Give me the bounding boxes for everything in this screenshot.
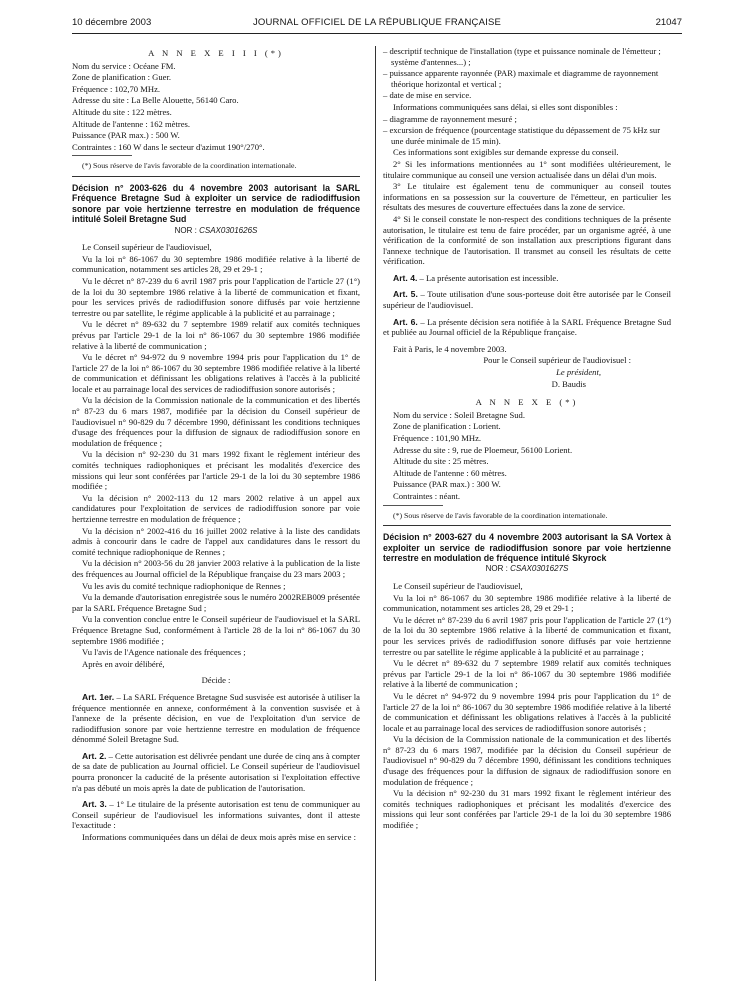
annexe-line: Fréquence : 101,90 MHz. (393, 433, 482, 443)
body-paragraph: Vu la demande d'autorisation enregistrée sous le numéro 2002REB009 présentée par la SARL Fréquence Bretagne Sud ; (72, 592, 360, 613)
article-text: – La présente décision sera notifiée à la SARL Fréquence Bretagne Sud et publiée au Journal officiel de la République française. (383, 316, 671, 338)
body-paragraph: Vu l'avis de l'Agence nationale des fréquences ; (82, 647, 246, 658)
body-paragraph: Vu les avis du comité technique radiophonique de Rennes ; (82, 580, 286, 591)
body-paragraph: Vu la décision n° 2003-56 du 28 janvier 2003 relative à la publication de la liste des fréquences au Journal officiel de la République française du 23 mars 2003 ; (72, 558, 360, 579)
annexe-footnote: (*) Sous réserve de l'avis favorable de la coordination internationale. (393, 510, 608, 520)
body-paragraph: Vu le décret n° 89-632 du 7 septembre 1989 relatif aux comités techniques prévus par l'article 29-1 de la loi n° 86-1067 du 30 septembre 1986 modifiée relative à la liberté de communication ; (72, 319, 360, 351)
annexe-line: Zone de planification : Lorient. (393, 421, 501, 432)
list-item: – descriptif technique de l'installation (type et puissance nominale de l'émetteur ; système d'antennes...) ; (383, 46, 661, 67)
article-6 (383, 317, 671, 338)
body-paragraph: Vu la décision n° 2002-113 du 12 mars 2002 relative à un appel aux candidatures pour l'exploitation de services de radiodiffusion sonore par voie hertzienne terrestre en modulation de fréquence ; (72, 492, 360, 524)
annexe-line: Contraintes : 160 W dans le secteur d'azimut 190°/270°. (72, 141, 265, 152)
decide-heading: Décide : (201, 675, 231, 686)
annexe-line: Fréquence : 102,70 MHz. (72, 83, 161, 94)
left-column (72, 46, 360, 844)
nor-label: NOR : (485, 564, 508, 574)
signoff-council: Pour le Conseil supérieur de l'audiovisuel : (483, 355, 631, 366)
article-text: – La présente autorisation est incessible. (417, 272, 559, 283)
body-paragraph: 3° Le titulaire est également tenu de communiquer au conseil toutes informations en sa possession sur la couverture de l'émetteur, en particulier les résultats des mesures de couverture effectuées dans la zone de service. (383, 181, 671, 213)
annexe-line: Adresse du site : La Belle Alouette, 56140 Caro. (72, 95, 239, 106)
issue-date: 10 décembre 2003 (72, 17, 152, 28)
page-number: 21047 (655, 17, 682, 28)
body-paragraph: 4° Si le conseil constate le non-respect des conditions techniques de la présente autorisation, le titulaire est tenu de faire procéder, par un organisme agréé, à une vérification de la conformité de son installation aux prescriptions figurant dans l'annexe technique de l'autorisation. Il transmet au conseil les résultats de cette vérification. (383, 213, 671, 267)
annexe-line: Altitude du site : 25 mètres. (393, 456, 489, 467)
body-paragraph: Vu la décision de la Commission nationale de la communication et des libertés n° 87-23 du 6 mars 1987, modifiée par la décision du Conseil supérieur de l'audiovisuel n° 90-829 du 7 décembre 1990, définissant les conditions techniques d'usage des fréquences pour la diffusion de signaux de radiodiffusion sonore en modulation de fréquence ; (72, 395, 360, 448)
annexe-line: Nom du service : Soleil Bretagne Sud. (393, 409, 525, 420)
article-label: Art. 6. (393, 316, 418, 327)
annexe-details (383, 410, 671, 502)
body-paragraph: Vu la décision n° 92-230 du 31 mars 1992 fixant le règlement intérieur des comités techniques radiophoniques et précisant les modalités d'exercice des missions qui leur sont conférées par l'article 29-1 de la loi du 30 septembre 1986 modifiée ; (383, 788, 671, 831)
nor-label: NOR : (174, 225, 197, 235)
body-paragraph: Vu la décision n° 92-230 du 31 mars 1992 fixant le règlement intérieur des comités techniques radiophoniques et précisant les modalités d'exercice des missions qui leur sont conférées par l'article 29-1 de la loi du 30 septembre 1986 modifiée ; (72, 449, 360, 492)
body-paragraph: Le Conseil supérieur de l'audiovisuel, (82, 242, 212, 253)
section-separator (72, 176, 360, 177)
body-paragraph: Vu la décision de la Commission nationale de la communication et des libertés n° 87-23 du 6 mars 1987, modifiée par la décision du Conseil supérieur de l'audiovisuel n° 90-829 du 7 décembre 1990, définissant les conditions techniques d'usage des fréquences pour la diffusion de signaux de radiodiffusion sonore en modulation de fréquence ; (383, 734, 671, 787)
body-paragraph: Le Conseil supérieur de l'audiovisuel, (393, 580, 523, 591)
article-text: – Cette autorisation est délivrée pendant une durée de cinq ans à compter de sa date de publication au Journal officiel. Le Conseil supérieur de l'audiovisuel pourra prononcer la caducité de la présente autorisation si l'exploitation effective n'a pas débuté un mois après la date de publication de l'autorisation. (72, 750, 360, 793)
body-paragraph: 2° Si les informations mentionnées au 1° sont modifiées ultérieurement, le titulaire communique au conseil une version actualisée dans un délai d'un mois. (383, 158, 671, 180)
article-text: – 1° Le titulaire de la présente autorisation est tenu de communiquer au Conseil supérieur de l'audiovisuel les informations suivantes, dont il atteste l'exactitude : (72, 799, 361, 831)
body-paragraph: Vu le décret n° 87-239 du 6 avril 1987 pris pour l'application de l'article 27 (1°) de la loi du 30 septembre 1986 relative à la liberté de communication et fixant, pour les services privés de radiodiffusion sonore diffusés par voie hertzienne terrestre ou par satellite le régime applicable à la publicité et au parrainage ; (383, 614, 671, 657)
nor-code: CSAX0301627S (510, 564, 569, 574)
decision-title: Décision n° 2003-626 du 4 novembre 2003 autorisant la SARL Fréquence Bretagne Sud à exploiter un service de radiodiffusion sonore par voie hertzienne terrestre en modulation de fréquence intitulé Soleil Bretagne Sud (72, 182, 360, 225)
article-5 (383, 289, 671, 310)
annexe-line: Nom du service : Océane FM. (72, 60, 176, 71)
signoff-name: D. Baudis (551, 378, 586, 389)
page-header (72, 17, 682, 33)
article-label: Art. 4. (393, 272, 418, 283)
annexe-line: Altitude de l'antenne : 162 mètres. (72, 118, 191, 129)
body-paragraph: Vu la convention conclue entre le Conseil supérieur de l'audiovisuel et la SARL Fréquence Bretagne Sud, conformément à l'article 28 de la loi n° 86-1067 du 30 septembre 1986 modifiée ; (72, 614, 360, 646)
signoff-role-text: Le président, (556, 367, 601, 378)
body-paragraph: Après en avoir délibéré, (82, 658, 165, 669)
list-item: – puissance apparente rayonnée (PAR) maximale et diagramme de rayonnement théorique horizontal et vertical ; (383, 68, 659, 89)
annexe-footnote: (*) Sous réserve de l'avis favorable de la coordination internationale. (82, 161, 297, 171)
article-label: Art. 2. (82, 750, 107, 761)
right-column (383, 46, 671, 832)
journal-title: JOURNAL OFFICIEL DE LA RÉPUBLIQUE FRANÇAISE (252, 17, 502, 28)
body-paragraph: Vu le décret n° 89-632 du 7 septembre 1989 relatif aux comités techniques prévus par l'article 29-1 de la loi n° 86-1067 du 30 septembre 1986 modifiée relative à la liberté de communication ; (383, 658, 671, 690)
spacer (383, 390, 671, 395)
header-rule (72, 33, 682, 34)
nor-reference (383, 564, 671, 575)
signoff-role (383, 367, 601, 378)
annexe-line: Contraintes : néant. (393, 490, 461, 501)
annexe-iii-details (72, 61, 360, 153)
article-text: – Toute utilisation d'une sous-porteuse doit être autorisée par le Conseil supérieur de l'audiovisuel. (383, 289, 671, 311)
footnote-rule (72, 155, 132, 156)
annexe-iii-title: A N N E X E I I I (*) (148, 48, 284, 58)
article-3 (72, 799, 360, 831)
article-2 (72, 751, 360, 793)
body-paragraph: Vu le décret n° 94-972 du 9 novembre 1994 pris pour l'application du 1° de l'article 27 de la loi n° 86-1067 du 30 septembre 1986 modifiée relative à la liberté de communication et définissant les obligations relatives à l'accès à la publicité locale et au parrainage local des services de radiodiffusion sonore autorisés ; (72, 352, 360, 394)
annexe-line: Adresse du site : 9, rue de Ploemeur, 56100 Lorient. (393, 444, 573, 455)
article-1 (72, 692, 360, 745)
article-4 (383, 273, 671, 284)
article-label: Art. 3. (82, 799, 107, 810)
annexe-line: Puissance (PAR max.) : 300 W. (393, 479, 501, 490)
body-paragraph: Informations communiquées sans délai, si elles sont disponibles : (393, 101, 618, 112)
body-paragraph: Ces informations sont exigibles sur demande expresse du conseil. (393, 147, 619, 158)
article-label: Art. 1er. (82, 691, 115, 702)
annexe-title: A N N E X E (*) (475, 397, 579, 408)
decision-title: Décision n° 2003-627 du 4 novembre 2003 autorisant la SA Vortex à exploiter un service de radiodiffusion sonore par voie hertzienne terrestre en modulation de fréquence intitulé Skyrock (383, 532, 671, 563)
annexe-line: Altitude du site : 122 mètres. (72, 106, 172, 117)
annexe-line: Altitude de l'antenne : 60 mètres. (393, 467, 507, 478)
body-paragraph: Vu la décision n° 2002-416 du 16 juillet 2002 relative à la liste des candidats admis à concourir dans le cadre de l'appel aux candidatures dans le ressort du comité technique radiophonique de Rennes ; (72, 525, 360, 557)
column-divider (375, 46, 376, 981)
body-paragraph: Vu la loi n° 86-1067 du 30 septembre 1986 modifiée relative à la liberté de communication, notamment ses articles 28, 29 et 29-1 ; (72, 253, 360, 275)
body-paragraph: Informations communiquées dans un délai de deux mois après mise en service : (82, 832, 356, 843)
annexe-line: Puissance (PAR max.) : 500 W. (72, 130, 180, 141)
fait-line: Fait à Paris, le 4 novembre 2003. (393, 343, 507, 354)
list-item: – date de mise en service. (383, 90, 472, 101)
list-item: – diagramme de rayonnement mesuré ; (383, 113, 517, 124)
article-label: Art. 5. (393, 289, 418, 300)
section-separator (383, 525, 671, 526)
body-paragraph: Vu le décret n° 87-239 du 6 avril 1987 pris pour l'application de l'article 27 (1°) de la loi du 30 septembre 1986 relative à la liberté de communication et fixant, pour les services privés de radiodiffusion sonore diffusés par voie hertzienne terrestre ou par satellite, le régime applicable à la publicité et au parrainage ; (72, 275, 360, 318)
footnote-rule (383, 505, 443, 506)
list-item: – excursion de fréquence (pourcentage statistique du dépassement de 75 kHz sur une durée minimale de 15 min). (383, 125, 661, 146)
nor-code: CSAX0301626S (199, 225, 258, 235)
annexe-line: Zone de planification : Guer. (72, 72, 172, 83)
body-paragraph: Vu le décret n° 94-972 du 9 novembre 1994 pris pour l'application du 1° de l'article 27 de la loi n° 86-1067 du 30 septembre 1986 modifiée relative à la liberté de communication et définissant les obligations relatives à l'accès à la publicité locale et au parrainage local des services de radiodiffusion sonore autorisés ; (383, 690, 671, 733)
article-text: – La SARL Fréquence Bretagne Sud susvisée est autorisée à utiliser la fréquence mentionnée en annexe, conformément à la convention susvisée et à l'annexe de la présente décision, en vue de l'exploitation d'un service de radiodiffusion sonore par voie hertzienne terrestre en modulation de fréquence dénommé Soleil Bretagne Sud. (72, 691, 360, 745)
body-paragraph: Vu la loi n° 86-1067 du 30 septembre 1986 modifiée relative à la liberté de communication, notamment ses articles 28, 29 et 29-1 ; (383, 592, 671, 614)
nor-reference (72, 226, 360, 237)
